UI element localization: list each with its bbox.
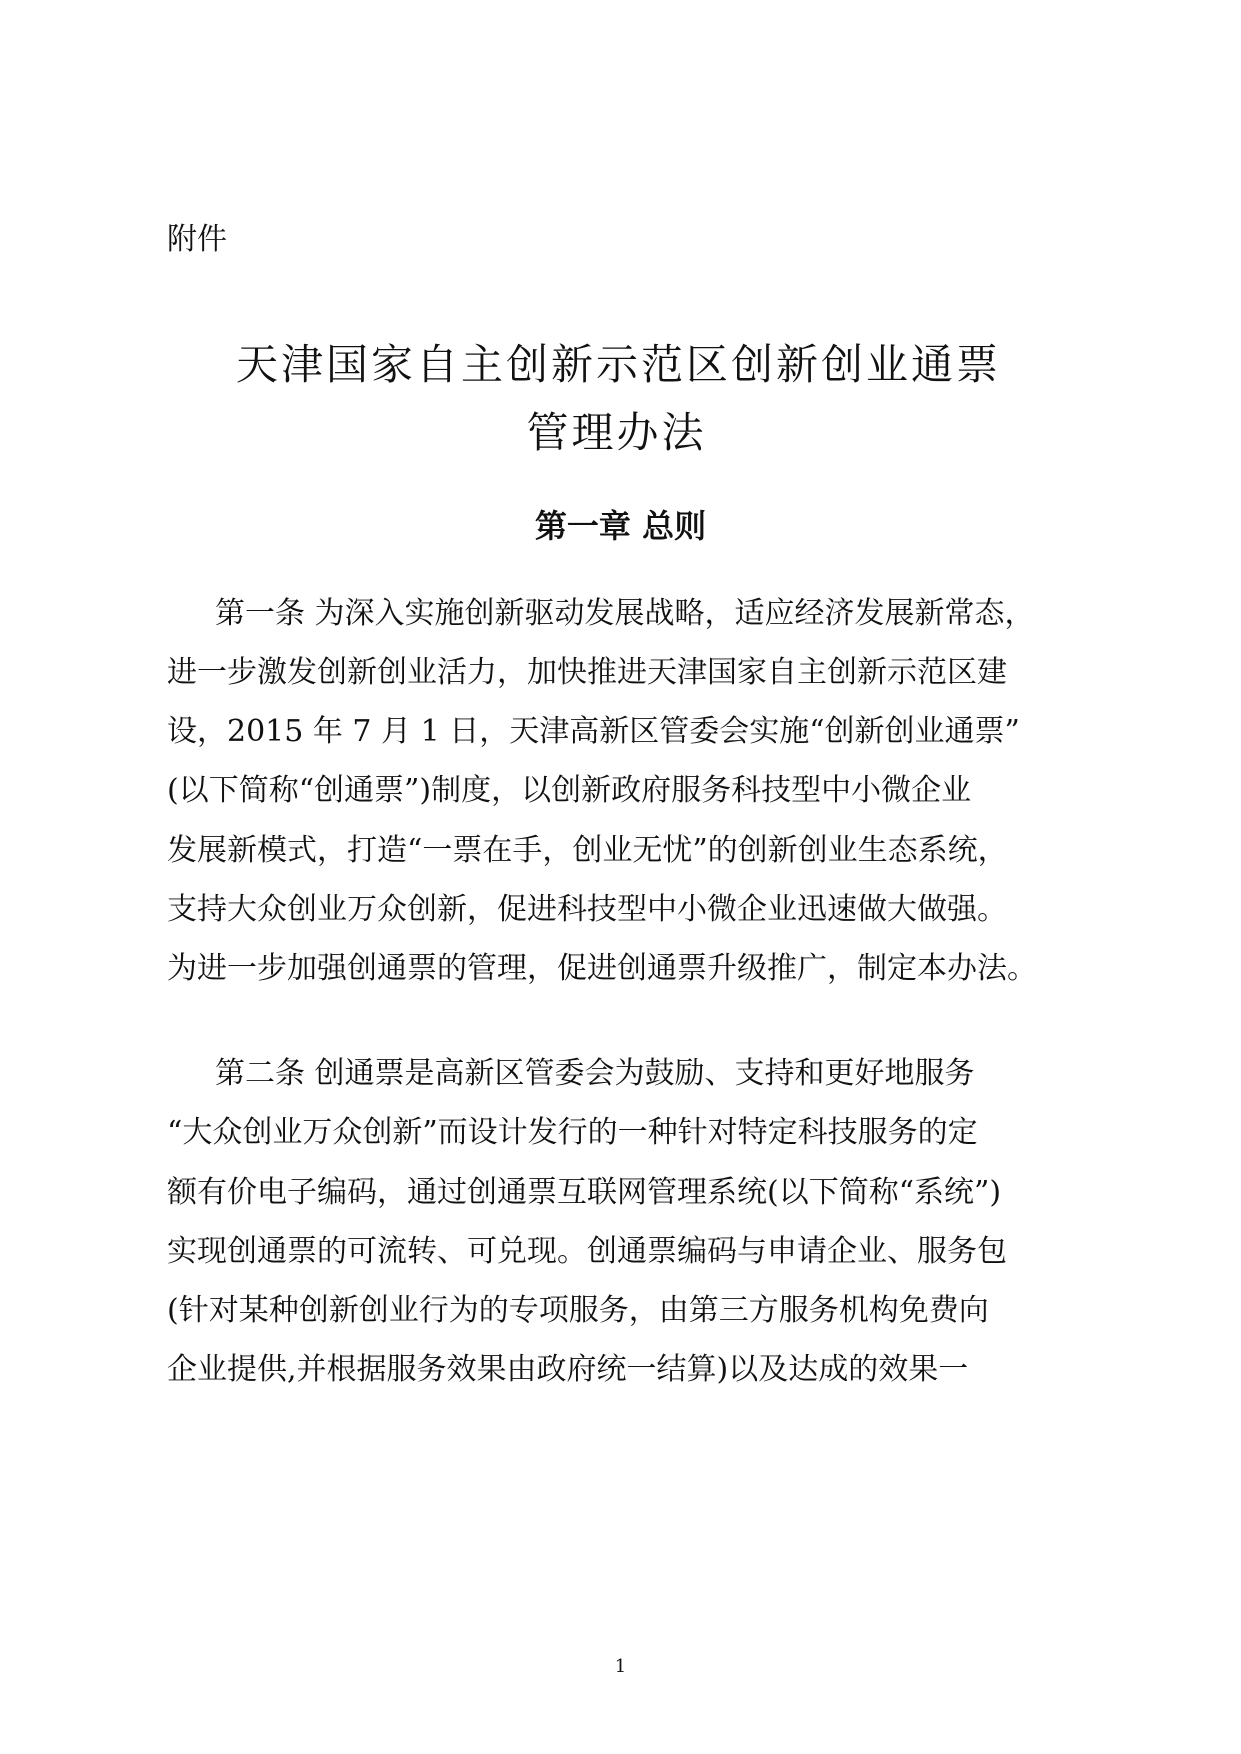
- page-number: 1: [614, 1656, 627, 1677]
- article-2-line: 第二条 创通票是高新区管委会为鼓励、支持和更好地服务: [215, 1056, 975, 1091]
- article-2-line: 额有价电子编码，通过创通票互联网管理系统(以下简称“系统”): [167, 1175, 1002, 1210]
- document-title-line-2: 管理办法: [526, 408, 707, 457]
- article-1-line: 设，2015 年 7 月 1 日，天津高新区管委会实施“创新创业通票”: [167, 714, 1020, 749]
- chapter-heading: 第一章 总则: [534, 507, 707, 545]
- article-1-line: 支持大众创业万众创新，促进科技型中小微企业迅速做大做强。: [167, 892, 1007, 927]
- article-1-line: 进一步激发创新创业活力，加快推进天津国家自主创新示范区建: [167, 655, 1007, 690]
- article-1-line: (以下简称“创通票”)制度，以创新政府服务科技型中小微企业: [167, 773, 972, 808]
- attachment-label: 附件: [167, 222, 227, 257]
- document-title-line-1: 天津国家自主创新示范区创新创业通票: [235, 340, 1001, 389]
- article-2-line: (针对某种创新创业行为的专项服务，由第三方服务机构免费向: [167, 1293, 989, 1328]
- article-2-line: 实现创通票的可流转、可兑现。创通票编码与申请企业、服务包: [167, 1234, 1007, 1269]
- article-1-line: 第一条 为深入实施创新驱动发展战略，适应经济发展新常态，: [215, 596, 1035, 631]
- article-1-line: 为进一步加强创通票的管理，促进创通票升级推广，制定本办法。: [167, 951, 1037, 986]
- article-1-line: 发展新模式，打造“一票在手，创业无忧”的创新创业生态系统，: [167, 833, 1008, 868]
- article-2-line: 企业提供,并根据服务效果由政府统一结算)以及达成的效果一: [167, 1352, 969, 1387]
- article-2-line: “大众创业万众创新”而设计发行的一种针对特定科技服务的定: [167, 1115, 978, 1150]
